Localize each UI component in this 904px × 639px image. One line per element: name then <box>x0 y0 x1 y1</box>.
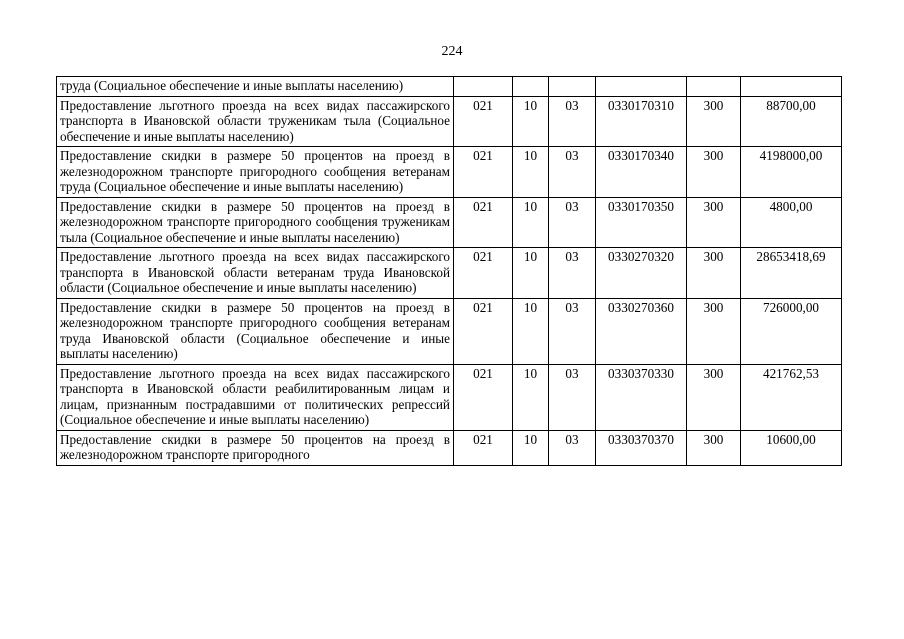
section-code: 10 <box>513 430 549 465</box>
table-row <box>57 430 842 465</box>
section-code <box>513 77 549 97</box>
subsection-code: 03 <box>549 430 596 465</box>
table-row <box>57 364 842 430</box>
table-row <box>57 248 842 299</box>
expense-description: Предоставление скидки в размере 50 процентов на проезд в железнодорожном транспорте пригородного сообщения ветеранам труда Ивановской области (Социальное обеспечение и иные выплаты населению) <box>57 298 454 364</box>
admin-code: 021 <box>454 430 513 465</box>
expense-type-code: 300 <box>687 248 741 299</box>
subsection-code: 03 <box>549 96 596 147</box>
expense-description: Предоставление скидки в размере 50 процентов на проезд в железнодорожном транспорте пригородного сообщения ветеранам труда (Социальное обеспечение и иные выплаты населению) <box>57 147 454 198</box>
expense-type-code: 300 <box>687 298 741 364</box>
admin-code: 021 <box>454 96 513 147</box>
amount: 88700,00 <box>741 96 842 147</box>
admin-code: 021 <box>454 364 513 430</box>
page-number: 224 <box>441 44 463 59</box>
amount: 28653418,69 <box>741 248 842 299</box>
section-code: 10 <box>513 364 549 430</box>
expense-type-code: 300 <box>687 364 741 430</box>
subsection-code: 03 <box>549 364 596 430</box>
amount: 10600,00 <box>741 430 842 465</box>
table-row <box>57 77 842 97</box>
expense-type-code: 300 <box>687 430 741 465</box>
expense-type-code: 300 <box>687 197 741 248</box>
target-article-code: 0330270360 <box>596 298 687 364</box>
target-article-code: 0330170340 <box>596 147 687 198</box>
target-article-code: 0330370330 <box>596 364 687 430</box>
expense-description: Предоставление льготного проезда на всех видах пассажирского транспорта в Ивановской области реабилитированным лицам и лицам, признанным пострадавшими от политических репрессий (Социальное обеспечение и иные выплаты населению) <box>57 364 454 430</box>
table-row <box>57 298 842 364</box>
table-row <box>57 147 842 198</box>
admin-code: 021 <box>454 197 513 248</box>
subsection-code <box>549 77 596 97</box>
section-code: 10 <box>513 248 549 299</box>
target-article-code: 0330170310 <box>596 96 687 147</box>
admin-code <box>454 77 513 97</box>
target-article-code: 0330370370 <box>596 430 687 465</box>
expense-description: Предоставление скидки в размере 50 процентов на проезд в железнодорожном транспорте пригородного сообщения труженикам тыла (Социальное обеспечение и иные выплаты населению) <box>57 197 454 248</box>
expense-type-code: 300 <box>687 147 741 198</box>
expense-type-code <box>687 77 741 97</box>
admin-code: 021 <box>454 248 513 299</box>
expense-description: Предоставление скидки в размере 50 процентов на проезд в железнодорожном транспорте пригородного <box>57 430 454 465</box>
table-row <box>57 197 842 248</box>
section-code: 10 <box>513 298 549 364</box>
table-row <box>57 96 842 147</box>
amount: 4800,00 <box>741 197 842 248</box>
section-code: 10 <box>513 96 549 147</box>
amount: 421762,53 <box>741 364 842 430</box>
subsection-code: 03 <box>549 197 596 248</box>
subsection-code: 03 <box>549 248 596 299</box>
amount <box>741 77 842 97</box>
admin-code: 021 <box>454 298 513 364</box>
amount: 726000,00 <box>741 298 842 364</box>
budget-table <box>56 76 842 466</box>
target-article-code: 0330270320 <box>596 248 687 299</box>
amount: 4198000,00 <box>741 147 842 198</box>
admin-code: 021 <box>454 147 513 198</box>
expense-type-code: 300 <box>687 96 741 147</box>
expense-description: труда (Социальное обеспечение и иные выплаты населению) <box>57 77 454 97</box>
expense-description: Предоставление льготного проезда на всех видах пассажирского транспорта в Ивановской области труженикам тыла (Социальное обеспечение и иные выплаты населению) <box>57 96 454 147</box>
section-code: 10 <box>513 147 549 198</box>
subsection-code: 03 <box>549 298 596 364</box>
section-code: 10 <box>513 197 549 248</box>
subsection-code: 03 <box>549 147 596 198</box>
target-article-code: 0330170350 <box>596 197 687 248</box>
expense-description: Предоставление льготного проезда на всех видах пассажирского транспорта в Ивановской области ветеранам труда Ивановской области (Социальное обеспечение и иные выплаты населению) <box>57 248 454 299</box>
target-article-code <box>596 77 687 97</box>
